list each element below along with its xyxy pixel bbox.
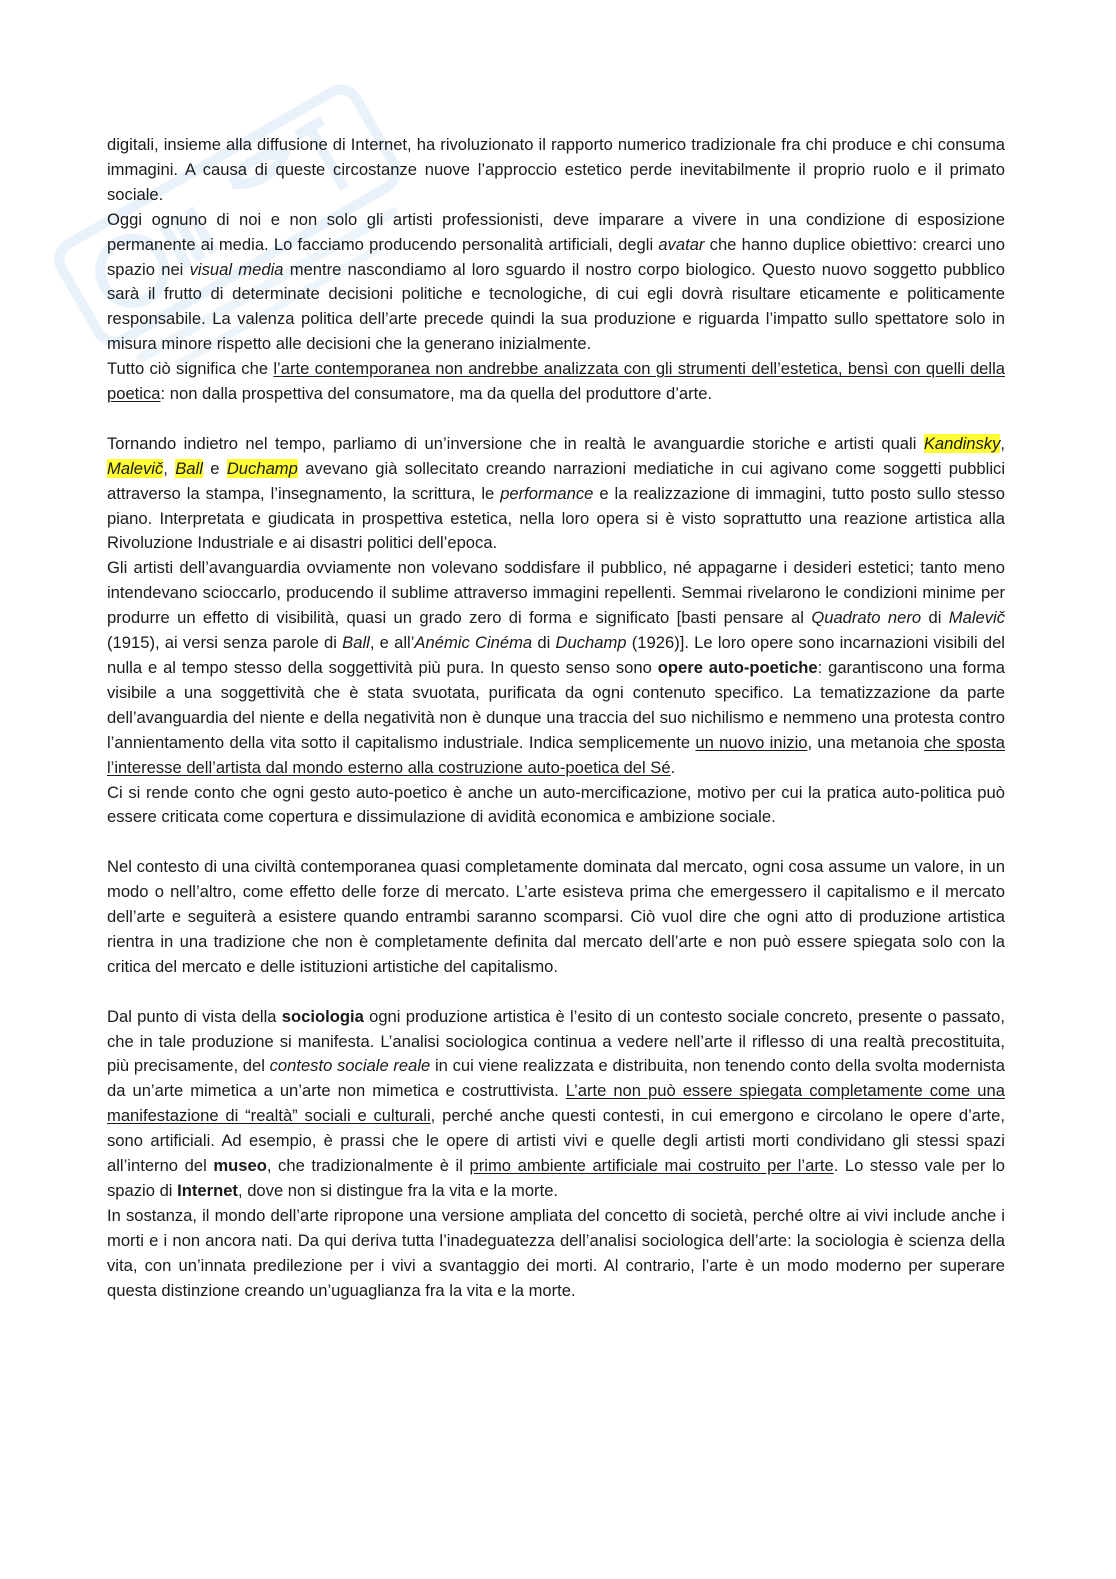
- text-run: .: [670, 757, 676, 777]
- highlighted-name: Kandinsky: [923, 433, 1001, 453]
- highlighted-name: Ball: [175, 458, 203, 478]
- italic-term: Quadrato nero: [811, 608, 922, 628]
- underlined-phrase: L’arte non può essere spiegata completamente come una manifestazione di “realtà” sociali e culturali: [107, 1081, 1005, 1126]
- text-run: , una metanoia: [807, 732, 925, 752]
- italic-term: Anémic Cinéma: [414, 633, 533, 653]
- text-run: : non dalla prospettiva del consumatore, ma da quella del produttore d’arte.: [160, 384, 713, 404]
- text-run: avevano già sollecitato creando narrazioni mediatiche in cui agivano come soggetti pubblici attraverso la stampa, l’insegnamento, la scrittura, le: [107, 458, 1006, 503]
- bold-term: sociologia: [281, 1006, 364, 1026]
- text-run: in cui viene realizzata e distribuita, non tenendo conto della svolta modernista da un’arte mimetica a un’arte non mimetica e costruttivista.: [107, 1056, 1005, 1101]
- text-run: ,: [163, 458, 176, 478]
- text-run: Nel contesto di una civiltà contemporanea quasi completamente dominata dal mercato, ogni cosa assume un valore, in un modo o nell’altro, come effetto delle forze di mercato. L’arte esisteva prima che emergessero il capitalismo e il mercato dell’arte e seguiterà a esistere quando entrambi saranno scomparsi. Ciò vuol dire che ogni atto di produzione artistica rientra in una tradizione che non è completamente definita dal mercato dell’arte e non può essere spiegata solo con la critica del mercato e delle istituzioni artistiche del capitalismo.: [107, 857, 1005, 976]
- text-run: Oggi ognuno di noi e non solo gli artisti professionisti, deve imparare a vivere in una condizione di esposizione permanente ai media. Lo facciamo producendo personalità artificiali, degli: [107, 209, 1005, 254]
- text-run: , dove non si distingue fra la vita e la morte.: [237, 1181, 559, 1201]
- text-run: , che tradizionalmente è il: [266, 1156, 470, 1176]
- paragraph-p9: [107, 1204, 1005, 1304]
- text-run: e la realizzazione di immagini, tutto posto sullo stesso piano. Interpretata e giudicata in prospettiva estetica, nella loro opera si è visto soprattutto una reazione artistica alla Rivoluzione Industriale e ai disastri politici dell’epoca.: [107, 483, 1005, 553]
- text-run: (1926)]. Le loro opere sono incarnazioni visibili del nulla e al tempo stesso della soggettività più pura. In questo senso sono: [107, 633, 1005, 678]
- text-run: digitali, insieme alla diffusione di Internet, ha rivoluzionato il rapporto numerico tradizionale fra chi produce e chi consuma immagini. A causa di queste circostanze nuove l’approccio estetico perde inevitabilmente il proprio ruolo e il primato sociale.: [107, 135, 1005, 204]
- paragraph-p5: [107, 556, 1005, 780]
- underlined-phrase: l’arte contemporanea non andrebbe analizzata con gli strumenti dell’estetica, bensì con quelli della poetica: [107, 359, 1005, 404]
- text-run: : garantiscono una forma visibile a una soggettività che è stata svuotata, purificata da ogni contenuto specifico. La tematizzazione da parte dell’avanguardia del niente e della negatività non è dunque una traccia del suo nichilismo e nemmeno una protesta contro l’annientamento della vita sotto il capitalismo industriale. Indica semplicemente: [107, 658, 1005, 752]
- paragraph-spacer: [107, 407, 1005, 432]
- underlined-phrase: primo ambiente artificiale mai costruito per l’arte: [469, 1156, 834, 1176]
- paragraph-p8: [107, 1005, 1005, 1204]
- text-run: e: [202, 458, 227, 478]
- underlined-phrase: che sposta l’interesse dell’artista dal mondo esterno alla costruzione auto-poetica del Sé: [107, 732, 1005, 777]
- bold-term: museo: [213, 1156, 267, 1176]
- paragraph-p2: [107, 208, 1005, 357]
- text-run: Tutto ciò significa che: [107, 359, 274, 379]
- underlined-phrase: un nuovo inizio: [695, 732, 808, 752]
- paragraph-p1: [107, 133, 1005, 208]
- text-run: , perché anche questi contesti, in cui emergono e circolano le opere d’arte, sono artificiali. Ad esempio, è prassi che le opere di artisti vivi e quelle degli artisti morti condividano gli stessi spazi all’interno del: [107, 1106, 1006, 1176]
- italic-term: performance: [500, 483, 594, 503]
- text-run: Tornando indietro nel tempo, parliamo di un’inversione che in realtà le avanguardie storiche e artisti quali: [107, 433, 924, 453]
- text-run: Gli artisti dell’avanguardia ovviamente non volevano soddisfare il pubblico, né appagarne i desideri estetici; tanto meno intendevano scioccarlo, producendo il sublime attraverso immagini repellenti. Semmai rivelarono le condizioni minime per produrre un effetto di visibilità, quasi un grado zero di forma e significato [basti pensare al: [107, 558, 1005, 628]
- text-run: , e all’: [369, 633, 415, 653]
- highlighted-name: Malevič: [107, 458, 164, 478]
- text-run: mentre nascondiamo al loro sguardo il nostro corpo biologico. Questo nuovo soggetto pubblico sarà il frutto di determinate decisioni politiche e tecnologiche, di cui egli dovrà risultare eticamente e politicamente responsabile. La valenza politica dell’arte precede quindi la sua produzione e riguarda l’impatto sullo spettatore solo in misura minore rispetto alle decisioni che la generano inizialmente.: [107, 259, 1005, 354]
- paragraph-spacer: [107, 830, 1005, 855]
- text-run: . Lo stesso vale per lo spazio di: [107, 1156, 1005, 1201]
- italic-term: Duchamp: [555, 633, 627, 653]
- paragraph-p7: [107, 855, 1005, 980]
- italic-term: Malevič: [948, 608, 1006, 628]
- bold-term: opere auto-poetiche: [657, 658, 818, 678]
- text-run: che hanno duplice obiettivo: crearci uno spazio nei: [107, 234, 1005, 279]
- text-run: (1915), ai versi senza parole di: [107, 633, 343, 653]
- highlighted-name: Duchamp: [226, 458, 298, 478]
- italic-term: contesto sociale reale: [269, 1056, 431, 1076]
- italic-term: visual media: [189, 259, 284, 279]
- text-run: Ci si rende conto che ogni gesto auto-poetico è anche un auto-mercificazione, motivo per cui la pratica auto-politica può essere criticata come copertura e dissimulazione di avidità economica e ambizione sociale.: [107, 782, 1005, 827]
- bold-term: Internet: [177, 1181, 238, 1201]
- text-run: di: [921, 608, 949, 628]
- text-run: In sostanza, il mondo dell’arte ripropone una versione ampliata del concetto di società, perché oltre ai vivi include anche i morti e i non ancora nati. Da qui deriva tutta l’inadeguatezza dell’analisi sociologica dell’arte: la sociologia è scienza della vita, con un’innata predilezione per i vivi a svantaggio dei morti. Al contrario, l’arte è un modo moderno per superare questa distinzione creando un’uguaglianza fra la vita e la morte.: [107, 1205, 1005, 1300]
- document-page: [107, 133, 1005, 1304]
- paragraph-spacer: [107, 980, 1005, 1005]
- text-run: ogni produzione artistica è l’esito di un contesto sociale concreto, presente o passato, che in tale produzione si manifesta. L’analisi sociologica continua a vedere nell’arte il riflesso di una realtà precostituita, più precisamente, del: [107, 1006, 1005, 1076]
- italic-term: Ball: [342, 633, 370, 653]
- text-run: di: [532, 633, 556, 653]
- text-run: ,: [1000, 433, 1005, 453]
- paragraph-p3: [107, 357, 1005, 407]
- paragraph-p6: [107, 781, 1005, 831]
- paragraph-p4: [107, 432, 1005, 557]
- text-run: Dal punto di vista della: [107, 1006, 282, 1026]
- italic-term: avatar: [658, 234, 705, 254]
